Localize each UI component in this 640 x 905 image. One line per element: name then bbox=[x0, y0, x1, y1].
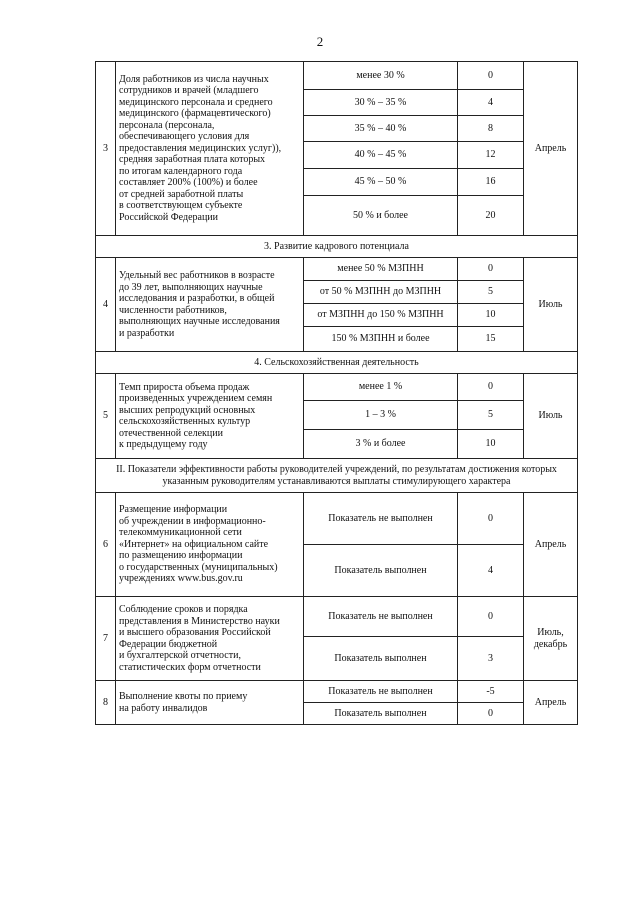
condition-cell: Показатель выполнен bbox=[304, 703, 458, 725]
points-cell: 0 bbox=[458, 493, 524, 545]
row-number: 8 bbox=[96, 681, 116, 725]
period-cell: Апрель bbox=[524, 681, 578, 725]
condition-cell: 3 % и более bbox=[304, 430, 458, 459]
indicators-table bbox=[95, 61, 578, 725]
criterion-label: Удельный вес работников в возрасте до 39 лет, выполняющих научные исследования и разработки, в общей численности работников, выполняющих научные исследования и разработки bbox=[119, 270, 280, 339]
points-cell: 0 bbox=[458, 258, 524, 281]
condition-cell: 45 % – 50 % bbox=[304, 169, 458, 196]
period-cell bbox=[524, 597, 578, 681]
page-number: 2 bbox=[316, 34, 324, 49]
criterion-text bbox=[116, 62, 304, 236]
criterion-label: Размещение информации об учреждении в информационно- телекоммуникационной сети «Интернет» на официальном сайте по размещению информации о государственных (муниципальных) учреждениях www.bus.gov.ru bbox=[119, 504, 278, 585]
table-row bbox=[96, 62, 578, 90]
row-number: 4 bbox=[96, 258, 116, 352]
points-cell: 0 bbox=[458, 597, 524, 637]
condition-cell: 30 % – 35 % bbox=[304, 90, 458, 116]
condition-cell: 1 – 3 % bbox=[304, 401, 458, 430]
row-number: 5 bbox=[96, 374, 116, 459]
row-number: 3 bbox=[96, 62, 116, 236]
points-cell: 4 bbox=[458, 90, 524, 116]
condition-cell: Показатель выполнен bbox=[304, 637, 458, 681]
criterion-text bbox=[116, 493, 304, 597]
table-row bbox=[96, 681, 578, 703]
table-row bbox=[96, 597, 578, 637]
points-cell: 12 bbox=[458, 142, 524, 169]
period-cell: Июль bbox=[524, 258, 578, 352]
condition-cell: 150 % МЗПНН и более bbox=[304, 327, 458, 352]
condition-cell: от 50 % МЗПНН до МЗПНН bbox=[304, 281, 458, 304]
period-cell: Апрель bbox=[524, 493, 578, 597]
points-cell: 10 bbox=[458, 304, 524, 327]
points-cell: 8 bbox=[458, 116, 524, 142]
points-cell: 0 bbox=[458, 703, 524, 725]
section-heading: 4. Сельскохозяйственная деятельность bbox=[96, 352, 578, 374]
condition-cell: менее 1 % bbox=[304, 374, 458, 401]
period-cell: Июль bbox=[524, 374, 578, 459]
table-row bbox=[96, 374, 578, 401]
condition-cell: Показатель не выполнен bbox=[304, 597, 458, 637]
criterion-label: Темп прироста объема продаж произведенных учреждением семян высших репродукций основных сельскохозяйственных культур отечественной селекции к предыдущему году bbox=[119, 381, 273, 450]
points-cell: 15 bbox=[458, 327, 524, 352]
condition-cell: менее 30 % bbox=[304, 62, 458, 90]
section-heading-row bbox=[96, 459, 578, 493]
condition-cell: Показатель выполнен bbox=[304, 545, 458, 597]
row-number: 7 bbox=[96, 597, 116, 681]
section-heading-row bbox=[96, 236, 578, 258]
period-cell: Апрель bbox=[524, 62, 578, 236]
row-number: 6 bbox=[96, 493, 116, 597]
points-cell: 5 bbox=[458, 401, 524, 430]
criterion-text bbox=[116, 597, 304, 681]
condition-cell: от МЗПНН до 150 % МЗПНН bbox=[304, 304, 458, 327]
condition-cell: 40 % – 45 % bbox=[304, 142, 458, 169]
points-cell: 3 bbox=[458, 637, 524, 681]
period-label: Июль, декабрь bbox=[533, 627, 568, 650]
condition-cell: Показатель не выполнен bbox=[304, 493, 458, 545]
table-row bbox=[96, 493, 578, 545]
section-heading: 3. Развитие кадрового потенциала bbox=[96, 236, 578, 258]
points-cell: 10 bbox=[458, 430, 524, 459]
points-cell: 0 bbox=[458, 374, 524, 401]
section-heading: II. Показатели эффективности работы руководителей учреждений, по результатам достижения которых указанным руководителям устанавливаются выплаты стимулирующего характера bbox=[96, 459, 578, 493]
criterion-label: Доля работников из числа научных сотрудников и врачей (младшего медицинского персонала и среднего медицинского (фармацевтического) персонала (персонала, обеспечивающего условия для предоставления медицинских услуг)), средняя заработная плата которых по итогам календарного года составляет 200% (100%) и более от средней заработной платы в соответствующем субъекте Российской Федерации bbox=[119, 73, 282, 223]
criterion-label: Выполнение квоты по приему на работу инвалидов bbox=[119, 691, 248, 714]
points-cell: 5 bbox=[458, 281, 524, 304]
points-cell: 20 bbox=[458, 196, 524, 236]
section-heading-row bbox=[96, 352, 578, 374]
points-cell: -5 bbox=[458, 681, 524, 703]
condition-cell: менее 50 % МЗПНН bbox=[304, 258, 458, 281]
criterion-text bbox=[116, 681, 304, 725]
condition-cell: 50 % и более bbox=[304, 196, 458, 236]
points-cell: 16 bbox=[458, 169, 524, 196]
criterion-text bbox=[116, 258, 304, 352]
condition-cell: Показатель не выполнен bbox=[304, 681, 458, 703]
table-row bbox=[96, 258, 578, 281]
points-cell: 4 bbox=[458, 545, 524, 597]
criterion-label: Соблюдение сроков и порядка представления в Министерство науки и высшего образования Российской Федерации бюджетной и бухгалтерской отчетности, статистических форм отчетности bbox=[119, 604, 280, 673]
points-cell: 0 bbox=[458, 62, 524, 90]
condition-cell: 35 % – 40 % bbox=[304, 116, 458, 142]
criterion-text bbox=[116, 374, 304, 459]
